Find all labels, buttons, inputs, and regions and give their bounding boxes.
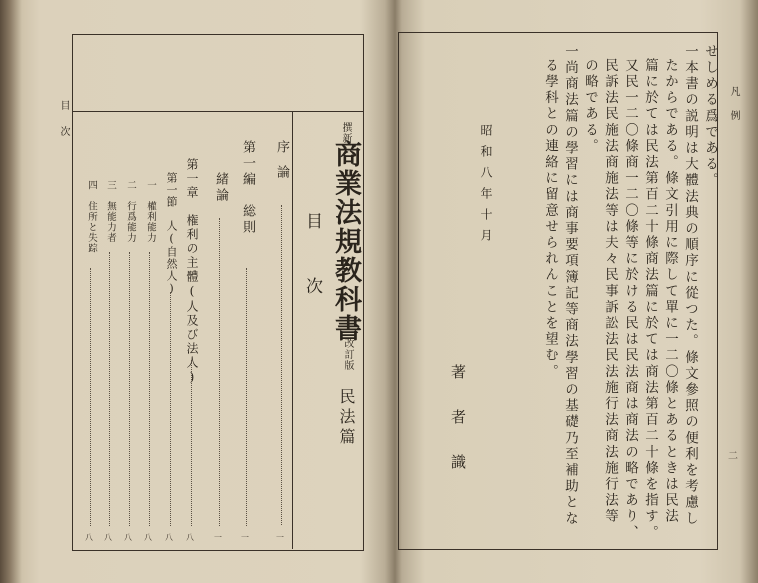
toc-leader xyxy=(219,218,220,526)
toc-leader xyxy=(281,205,282,525)
toc-leader xyxy=(90,268,91,526)
preface-line-7: の略である。 xyxy=(582,58,598,155)
title-divider-line xyxy=(292,111,293,549)
left-running-head: 目次 xyxy=(58,100,69,152)
toc-leader xyxy=(129,252,130,526)
toc-leader xyxy=(170,292,171,526)
toc-page-4: 八 xyxy=(186,533,194,542)
left-page-rule xyxy=(72,111,363,112)
toc-heading: 目次 xyxy=(302,212,322,342)
book-edition: 改訂版 xyxy=(342,338,353,371)
toc-page-9: 八 xyxy=(85,533,93,542)
toc-entry-3: 緒論 xyxy=(213,172,228,204)
toc-page-2: 一 xyxy=(241,533,249,542)
toc-leader xyxy=(149,252,150,526)
preface-line-4: 篇に於ては民法第百二十條商法篇に於ては商法第百二十條を指す。 xyxy=(642,58,658,541)
toc-page-6: 八 xyxy=(144,533,152,542)
preface-line-1: せしめる爲である。 xyxy=(702,44,718,189)
toc-leader xyxy=(191,360,192,526)
toc-entry-1: 序論 xyxy=(274,140,289,190)
toc-entry-6: 一 權利能力 xyxy=(145,180,156,243)
toc-entry-7: 二 行爲能力 xyxy=(125,180,136,243)
toc-entry-8: 三 無能力者 xyxy=(105,180,116,243)
book-title-prefix: 撰新 xyxy=(340,122,351,144)
toc-entry-9: 四 住所と失踪 xyxy=(86,180,97,254)
right-running-head: 凡例 xyxy=(728,86,739,134)
toc-leader xyxy=(109,252,110,526)
preface-line-8: 一尚商法篇の學習には商事要項簿記等商法學習の基礎乃至補助とな xyxy=(562,44,578,527)
toc-page-8: 八 xyxy=(104,533,112,542)
preface-line-2: 一本書の説明は大體法典の順序に從つた。條文參照の便利を考慮し xyxy=(682,44,698,527)
book-volume: 民法篇 xyxy=(337,388,356,448)
preface-line-6: 民訴法民施法商施法等は夫々民事訴訟法民法施行法商法施行法等 xyxy=(602,58,618,525)
toc-entry-4: 第一章 権利の主體(人及び法人) xyxy=(185,158,199,386)
preface-date: 昭和八年十月 xyxy=(479,124,493,250)
right-page-number: 二 xyxy=(728,451,738,462)
preface-line-9: る學科との連絡に留意せられんことを望む。 xyxy=(542,58,558,380)
toc-page-7: 八 xyxy=(124,533,132,542)
toc-page-1: 一 xyxy=(276,533,284,542)
toc-leader xyxy=(246,268,247,526)
preface-line-3: たからである。條文引用に際して單に一二〇條とあるときは民法 xyxy=(662,58,678,525)
toc-page-5: 八 xyxy=(165,533,173,542)
toc-page-3: 一 xyxy=(214,533,222,542)
toc-entry-5: 第一節 人(自然人) xyxy=(165,172,178,296)
book-title: 商業法規教科書 xyxy=(330,140,361,343)
toc-entry-2: 第一編 総則 xyxy=(240,140,255,236)
preface-line-5: 又民一二〇條商一二〇條等に於ける民は民法商は商法の略であり、 xyxy=(622,58,638,541)
preface-author: 著者識 xyxy=(449,364,467,499)
